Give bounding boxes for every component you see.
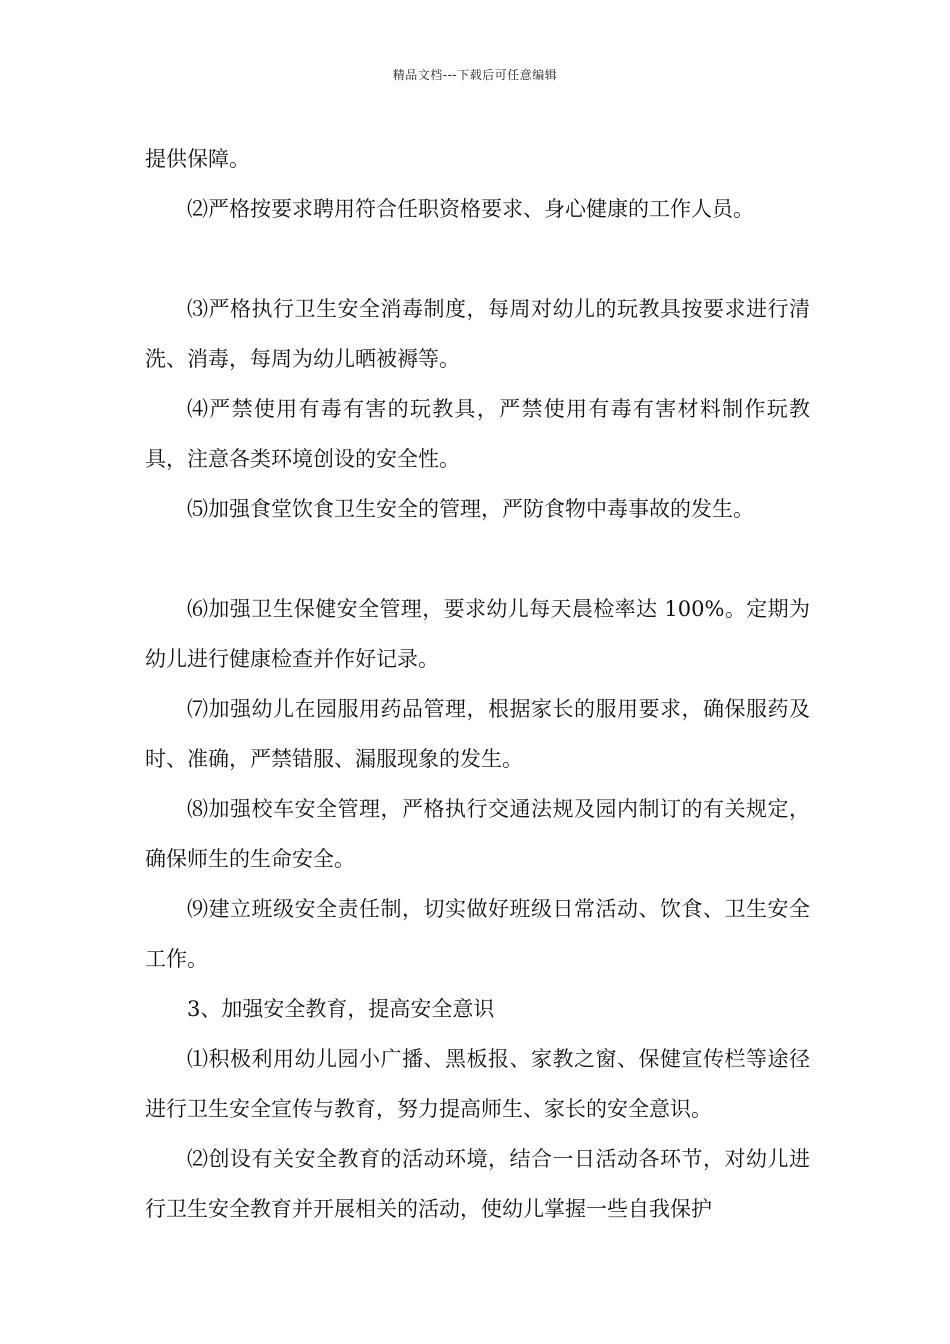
paragraph: 提供保障。 [145,147,250,171]
blank-line [145,234,810,284]
paragraph: ⑸加强食堂饮食卫生安全的管理，严防食物中毒事故的发生。 [187,497,754,521]
blank-line [145,534,810,584]
paragraph: ⑵创设有关安全教育的活动环境，结合一日活动各环节，对幼儿进行卫生安全教育并开展相关的活动，使幼儿掌握一些自我保护 [145,1147,810,1221]
paragraph: ⑻加强校车安全管理，严格执行交通法规及园内制订的有关规定，确保师生的生命安全。 [145,797,810,871]
paragraph: ⑷严禁使用有毒有害的玩教具，严禁使用有毒有害材料制作玩教具，注意各类环境创设的安全性。 [145,397,810,471]
page-header: 精品文档---下载后可任意编辑 [392,68,558,82]
paragraph: ⑵严格按要求聘用符合任职资格要求、身心健康的工作人员。 [187,197,754,221]
document-body [145,134,810,1234]
paragraph: ⑼建立班级安全责任制，切实做好班级日常活动、饮食、卫生安全工作。 [145,897,810,971]
paragraph: ⑺加强幼儿在园服用药品管理，根据家长的服用要求，确保服药及时、准确，严禁错服、漏服现象的发生。 [145,697,810,771]
section-heading: 3、加强安全教育，提高安全意识 [187,997,495,1021]
paragraph: ⑶严格执行卫生安全消毒制度，每周对幼儿的玩教具按要求进行清洗、消毒，每周为幼儿晒被褥等。 [145,297,810,371]
paragraph: ⑴积极利用幼儿园小广播、黑板报、家教之窗、保健宣传栏等途径进行卫生安全宣传与教育，努力提高师生、家长的安全意识。 [145,1047,810,1121]
paragraph: ⑹加强卫生保健安全管理，要求幼儿每天晨检率达 100%。定期为幼儿进行健康检查并作好记录。 [145,597,810,671]
